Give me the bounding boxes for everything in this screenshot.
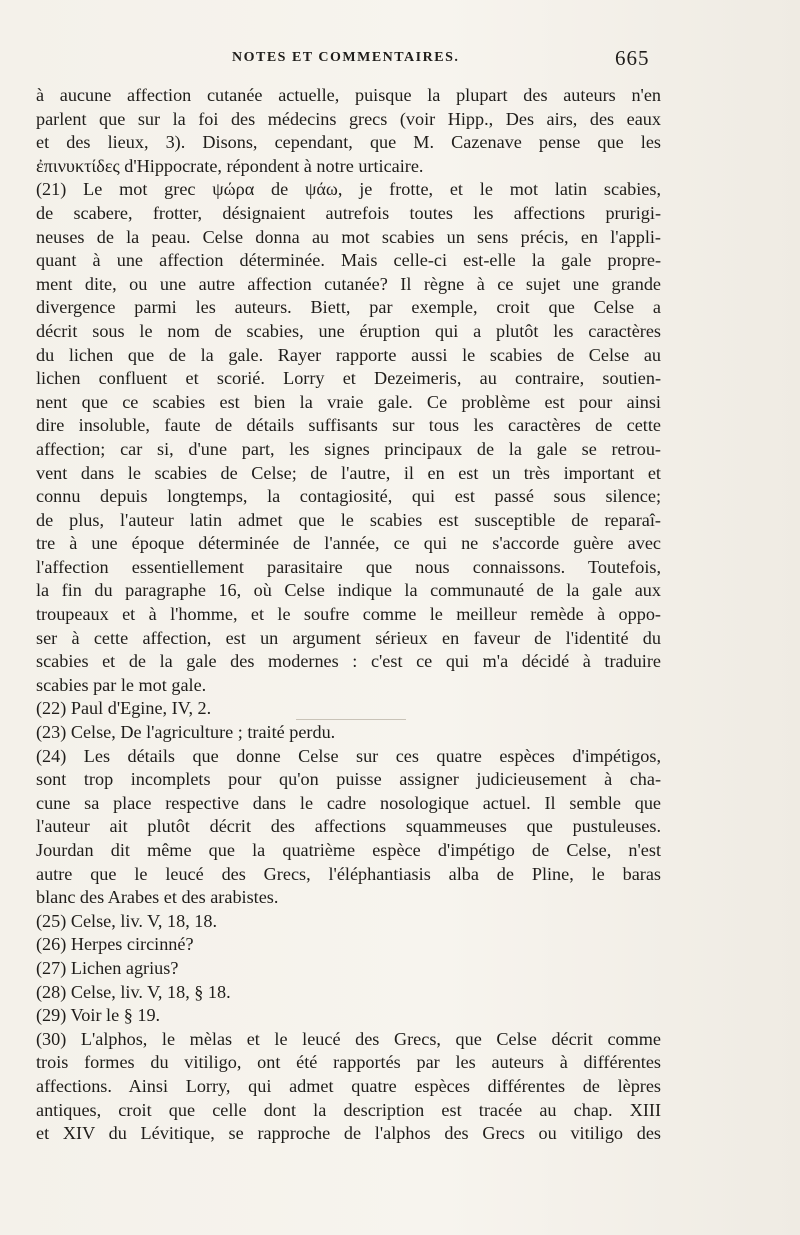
text-line: à aucune affection cutanée actuelle, puisque la plupart des auteurs n'en — [36, 85, 661, 105]
text-line: trois formes du vitiligo, ont été rapportés par les auteurs à différentes — [36, 1052, 661, 1073]
text-line: antiques, croit que celle dont la description est tracée au chap. XIII — [36, 1099, 661, 1120]
text-line: (30) L'alphos, le mèlas et le leucé des Grecs, que Celse décrit comme — [36, 1028, 661, 1049]
running-title: NOTES ET COMMENTAIRES. — [232, 50, 460, 65]
text-line: (25) Celse, liv. V, 18, 18. — [36, 910, 218, 931]
text-line: troupeaux et à l'homme, et le soufre comme le meilleur remède à oppo- — [36, 604, 661, 625]
text-line: de plus, l'auteur latin admet que le scabies est susceptible de reparaî- — [36, 509, 661, 530]
text-line: l'affection essentiellement parasitaire que nous connaissons. Toutefois, — [36, 556, 661, 577]
text-line: quant à une affection déterminée. Mais celle-ci est-elle la gale propre- — [36, 250, 661, 271]
text-line: divergence parmi les auteurs. Biett, par exemple, croit que Celse a — [36, 297, 661, 318]
text-line: dire insoluble, faute de détails suffisants sur tous les caractères de cette — [36, 415, 661, 436]
faint-rule — [296, 719, 406, 720]
text-line: connu depuis longtemps, la contagiosité, qui est passé sous silence; — [36, 486, 661, 507]
notes-body — [36, 84, 661, 1146]
page-header — [0, 46, 800, 76]
text-line: affection; car si, d'une part, les signes principaux de la gale se retrou- — [36, 438, 661, 459]
text-line: lichen confluent et scorié. Lorry et Dezeimeris, au contraire, soutien- — [36, 368, 661, 389]
text-line: scabies et de la gale des modernes : c'est ce qui m'a décidé à traduire — [36, 651, 661, 672]
text-line: scabies par le mot gale. — [36, 674, 207, 695]
text-line: (24) Les détails que donne Celse sur ces quatre espèces d'impétigos, — [36, 745, 661, 766]
text-line: la fin du paragraphe 16, où Celse indique la communauté de la gale aux — [36, 580, 661, 601]
text-line: autre que le leucé des Grecs, l'éléphantiasis alba de Pline, le baras — [36, 863, 661, 884]
text-line: tre à une époque déterminée de l'année, ce qui ne s'accorde guère avec — [36, 533, 661, 554]
text-line: (28) Celse, liv. V, 18, § 18. — [36, 981, 231, 1002]
text-line: (26) Herpes circinné? — [36, 934, 194, 955]
text-line: neuses de la peau. Celse donna au mot scabies un sens précis, en l'appli- — [36, 226, 661, 247]
text-line: ser à cette affection, est un argument sérieux en faveur de l'identité du — [36, 627, 661, 648]
text-line: (29) Voir le § 19. — [36, 1005, 161, 1026]
text-line: (22) Paul d'Egine, IV, 2. — [36, 698, 212, 719]
text-line: parlent que sur la foi des médecins grecs (voir Hipp., Des airs, des eaux — [36, 108, 661, 129]
text-line: décrit sous le nom de scabies, une éruption qui a plutôt les caractères — [36, 320, 661, 341]
text-line: blanc des Arabes et des arabistes. — [36, 887, 279, 908]
text-line: et des lieux, 3). Disons, cependant, que M. Cazenave pense que les — [36, 132, 661, 153]
page-number: 665 — [615, 46, 650, 70]
text-line: et XIV du Lévitique, se rapproche de l'alphos des Grecs ou vitiligo des — [36, 1123, 661, 1144]
text-line: sont trop incomplets pour qu'on puisse assigner judicieusement à cha- — [36, 769, 661, 790]
text-line: ment dite, ou une autre affection cutanée? Il règne à ce sujet une grande — [36, 273, 661, 294]
text-line: du lichen que de la gale. Rayer rapporte aussi le scabies de Celse au — [36, 344, 661, 365]
text-line: l'auteur ait plutôt décrit des affections squammeuses que pustuleuses. — [36, 816, 661, 837]
text-line: (27) Lichen agrius? — [36, 957, 179, 978]
text-line: cune sa place respective dans le cadre nosologique actuel. Il semble que — [36, 792, 661, 813]
text-line: Jourdan dit même que la quatrième espèce d'impétigo de Celse, n'est — [36, 840, 661, 860]
text-line: (21) Le mot grec ψώρα de ψάω, je frotte, et le mot latin scabies, — [36, 179, 661, 200]
text-line: de scabere, frotter, désignaient autrefois toutes les affections prurigi- — [36, 202, 661, 223]
text-line: vent dans le scabies de Celse; de l'autre, il en est un très important et — [36, 462, 661, 483]
text-line: nent que ce scabies est bien la vraie gale. Ce problème est pour ainsi — [36, 391, 661, 412]
text-line: ἐπινυκτίδες d'Hippocrate, répondent à notre urticaire. — [36, 155, 424, 176]
text-line: affections. Ainsi Lorry, qui admet quatre espèces différentes de lèpres — [36, 1075, 661, 1096]
text-line: (23) Celse, De l'agriculture ; traité perdu. — [36, 722, 336, 743]
